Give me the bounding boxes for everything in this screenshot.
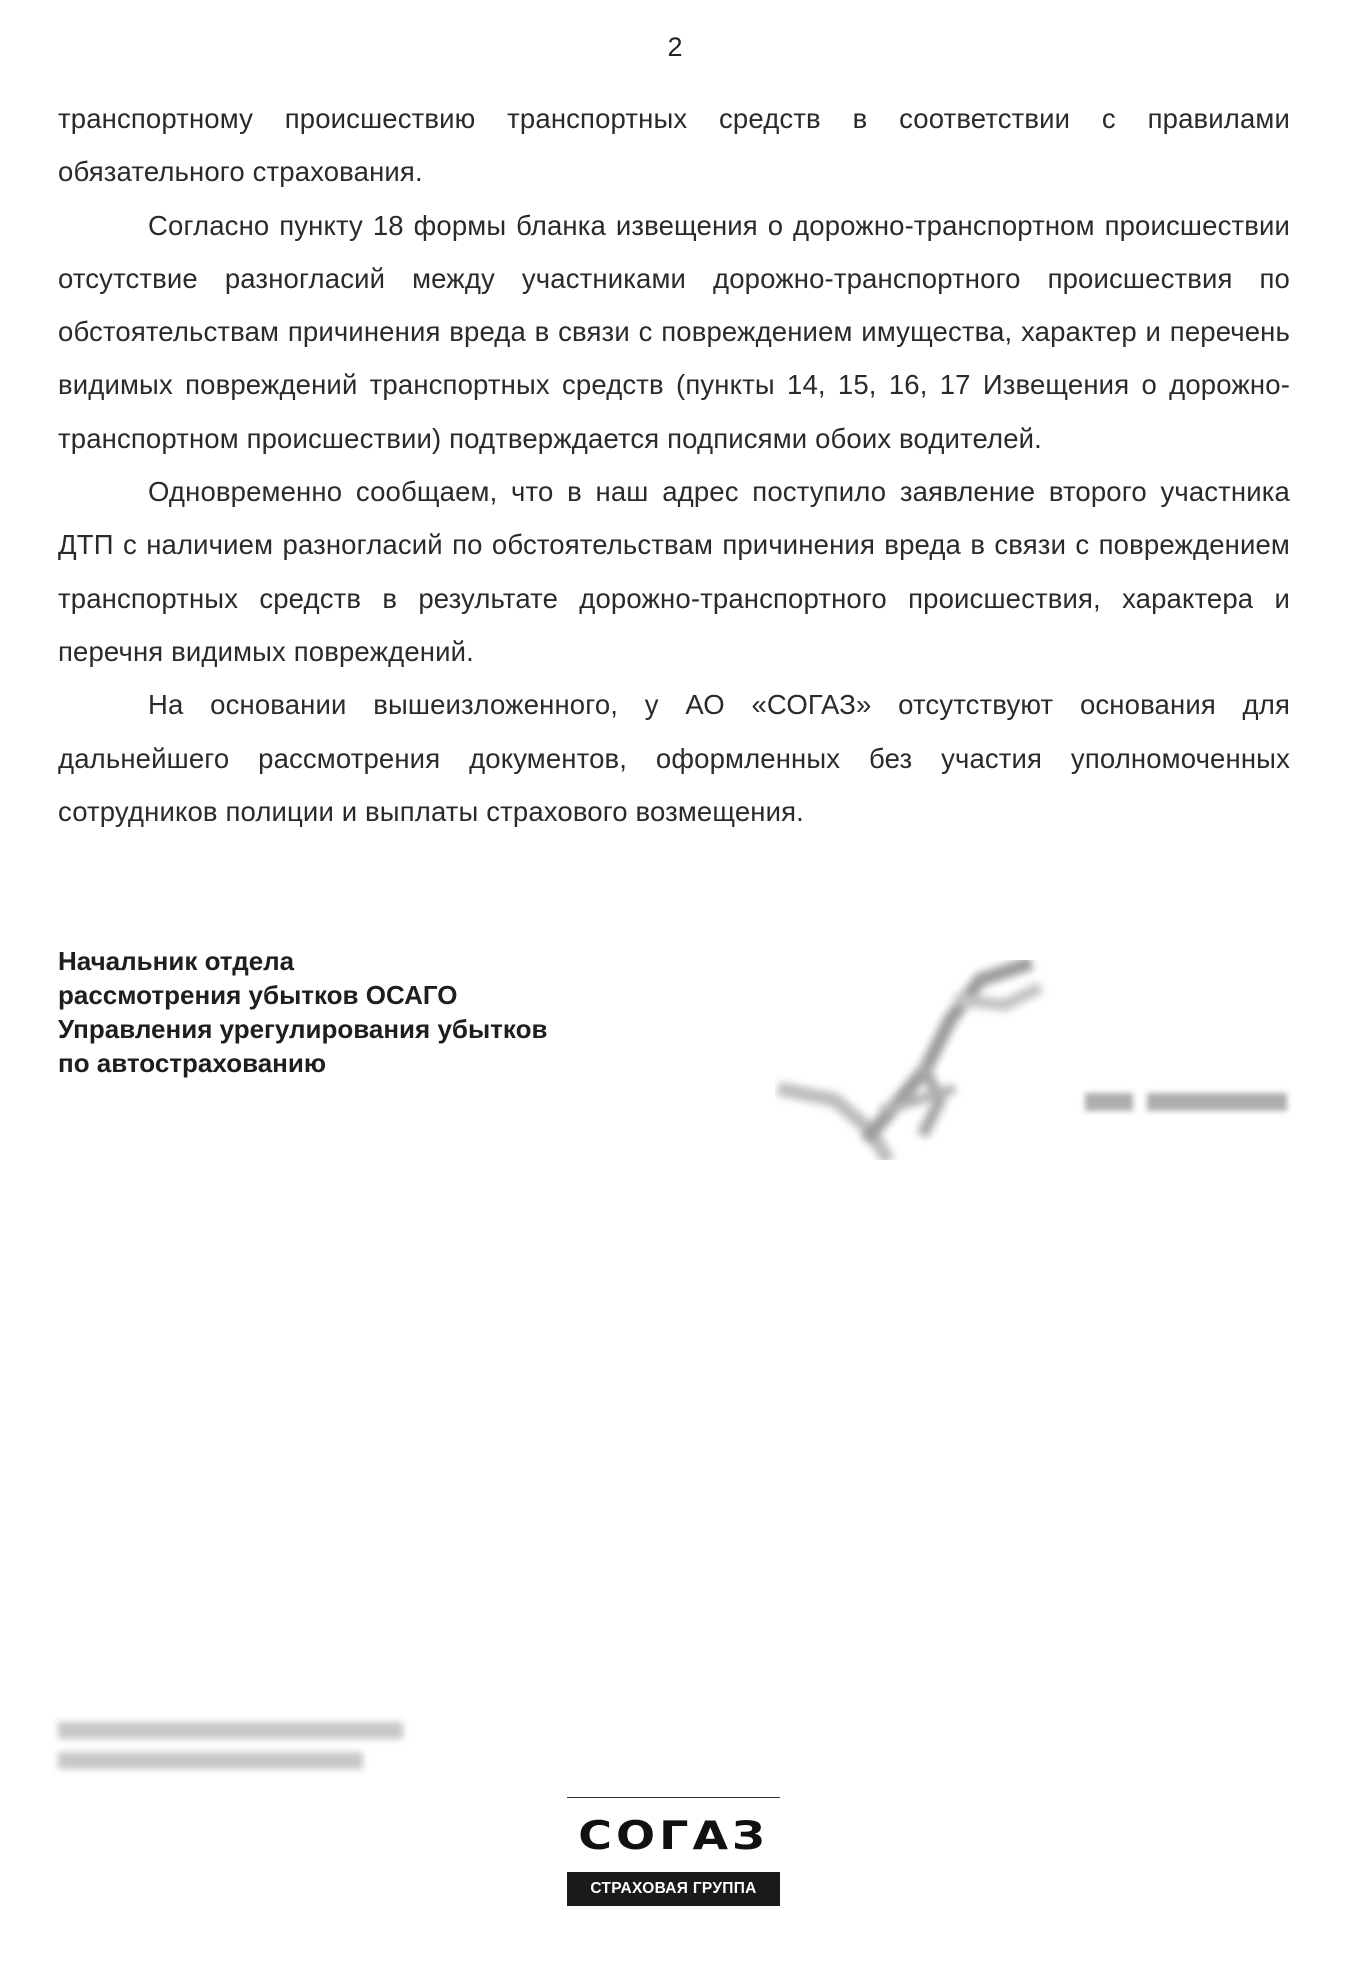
signer-name-redacted	[1085, 1089, 1290, 1115]
redacted-line	[58, 1722, 403, 1739]
signature-image	[775, 960, 1050, 1160]
company-logo	[567, 1797, 780, 1906]
footer-contact-redacted	[58, 1716, 418, 1776]
paragraph-4: На основании вышеизложенного, у АО «СОГАЗ» отсутствуют основания для дальнейшего рассмотрения документов, оформленных без участия уполномоченных сотрудников полиции и выплаты страхового возмещения.	[58, 689, 1290, 827]
signatory-title	[58, 944, 547, 1080]
redacted-segment	[1147, 1093, 1287, 1111]
signatory-title-line: Управления урегулирования убытков	[58, 1014, 548, 1044]
redacted-segment	[1085, 1093, 1133, 1111]
redacted-line	[58, 1752, 363, 1769]
logo-name: СОГАЗ	[578, 1811, 769, 1859]
page-number: 2	[667, 32, 683, 62]
signatory-title-line: рассмотрения убытков ОСАГО	[58, 980, 458, 1010]
paragraph-2: Согласно пункту 18 формы бланка извещения о дорожно-транспортном происшествии отсутствие разногласий между участниками дорожно-транспортного происшествия по обстоятельствам причинения вреда в связи с повреждением имущества, характер и перечень видимых повреждений транспортных средств (пункты 14, 15, 16, 17 Извещения о дорожно-транспортном происшествии) подтверждается подписями обоих водителей.	[58, 209, 1290, 454]
paragraph-1: транспортному происшествию транспортных средств в соответствии с правилами обязательного страхования.	[58, 103, 1290, 188]
paragraph-3: Одновременно сообщаем, что в наш адрес поступило заявление второго участника ДТП с наличием разногласий по обстоятельствам причинения вреда в связи с повреждением транспортных средств в результате дорожно-транспортного происшествия, характера и перечня видимых повреждений.	[58, 476, 1290, 667]
logo-tagline: СТРАХОВАЯ ГРУППА	[567, 1872, 780, 1906]
signatory-title-line: Начальник отдела	[58, 946, 295, 976]
signatory-title-line: по автострахованию	[58, 1048, 327, 1078]
logo-rule	[567, 1797, 780, 1798]
letter-body	[58, 92, 1290, 838]
